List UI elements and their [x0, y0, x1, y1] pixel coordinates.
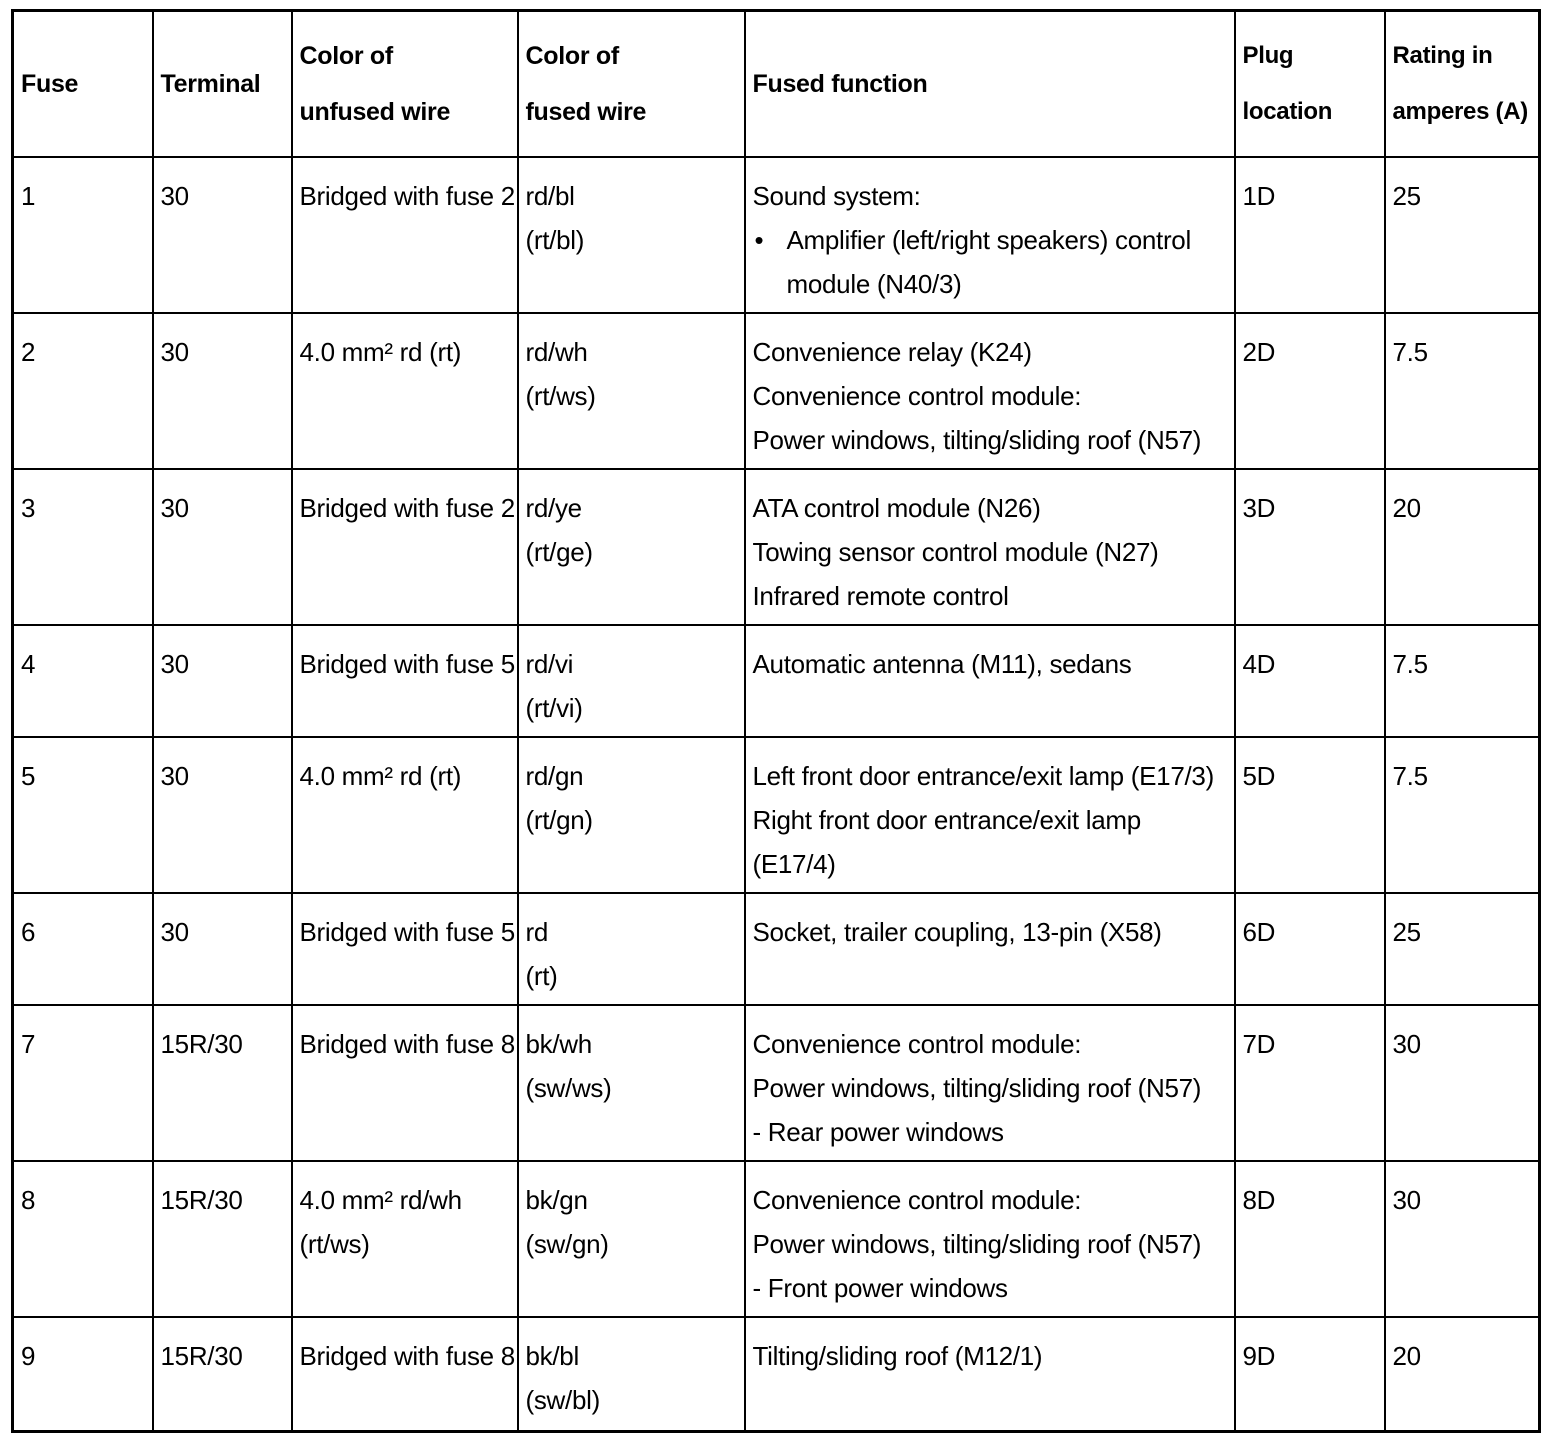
- table-row: [13, 1317, 1540, 1432]
- function-line: Power windows, tilting/sliding roof (N57): [752, 1072, 1202, 1103]
- fused-function-cell: [745, 313, 1235, 469]
- header-rating-line-2: amperes (A): [1392, 97, 1528, 125]
- table-row: [13, 1005, 1540, 1161]
- rating-cell: 20: [1385, 469, 1540, 625]
- header-fuse: Fuse: [13, 11, 153, 157]
- function-line: Towing sensor control module (N27): [752, 536, 1159, 567]
- fused-function-cell: [745, 469, 1235, 625]
- table-row: [13, 737, 1540, 893]
- plug-location-cell: 5D: [1235, 737, 1385, 893]
- fused-wire-cell: [518, 157, 745, 313]
- fused-wire-line: (rt/ws): [525, 380, 596, 411]
- plug-location-cell: 9D: [1235, 1317, 1385, 1432]
- fused-wire-line: (rt/bl): [525, 224, 585, 255]
- unfused-wire-cell: [292, 737, 518, 893]
- fused-wire-cell: [518, 625, 745, 737]
- bullet-icon: •: [754, 224, 764, 255]
- unfused-wire-line: Bridged with fuse 5: [299, 916, 515, 947]
- bullet-text: Amplifier (left/right speakers) control: [786, 224, 1191, 255]
- fused-wire-line: rd/vi: [525, 648, 574, 679]
- fused-wire-line: rd/bl: [525, 180, 575, 211]
- function-line: Tilting/sliding roof (M12/1): [752, 1340, 1043, 1371]
- function-line: Infrared remote control: [752, 580, 1009, 611]
- unfused-wire-line: 4.0 mm² rd/wh: [299, 1184, 462, 1215]
- fused-wire-line: (rt): [525, 960, 558, 991]
- fused-function-cell: [745, 1161, 1235, 1317]
- unfused-wire-line: Bridged with fuse 8: [299, 1340, 515, 1371]
- fused-wire-line: (sw/ws): [525, 1072, 612, 1103]
- fuse-table: [11, 9, 1541, 1433]
- fused-wire-line: (rt/ge): [525, 536, 593, 567]
- rating-cell: 7.5: [1385, 737, 1540, 893]
- fused-function-cell: [745, 893, 1235, 1005]
- fuse-number-cell: 2: [13, 313, 153, 469]
- rating-cell: 25: [1385, 157, 1540, 313]
- table-row: [13, 625, 1540, 737]
- header-row: [13, 11, 1540, 157]
- header-fused-function: Fused function: [745, 11, 1235, 157]
- rating-cell: 7.5: [1385, 625, 1540, 737]
- fused-wire-line: rd: [525, 916, 549, 947]
- fused-wire-line: rd/gn: [525, 760, 584, 791]
- fused-function-cell: [745, 1317, 1235, 1432]
- plug-location-cell: 1D: [1235, 157, 1385, 313]
- function-line: Power windows, tilting/sliding roof (N57): [752, 1228, 1202, 1259]
- plug-location-cell: 8D: [1235, 1161, 1385, 1317]
- terminal-cell: 30: [153, 313, 292, 469]
- terminal-cell: 15R/30: [153, 1317, 292, 1432]
- function-line: Convenience control module:: [752, 380, 1082, 411]
- function-line: Sound system:: [752, 180, 921, 211]
- terminal-cell: 15R/30: [153, 1161, 292, 1317]
- header-fused-wire: [518, 11, 745, 157]
- fused-wire-cell: [518, 893, 745, 1005]
- fuse-number-cell: 5: [13, 737, 153, 893]
- unfused-wire-cell: [292, 1005, 518, 1161]
- function-line: Convenience control module:: [752, 1184, 1082, 1215]
- fuse-number-cell: 3: [13, 469, 153, 625]
- plug-location-cell: 6D: [1235, 893, 1385, 1005]
- rating-cell: 20: [1385, 1317, 1540, 1432]
- unfused-wire-cell: [292, 1317, 518, 1432]
- function-line: - Front power windows: [752, 1272, 1008, 1303]
- table-row: [13, 313, 1540, 469]
- table-row: [13, 469, 1540, 625]
- plug-location-cell: 4D: [1235, 625, 1385, 737]
- fuse-number-cell: 9: [13, 1317, 153, 1432]
- terminal-cell: 30: [153, 469, 292, 625]
- unfused-wire-cell: [292, 893, 518, 1005]
- header-unfused-line-1: Color of: [299, 41, 393, 70]
- terminal-cell: 30: [153, 157, 292, 313]
- terminal-cell: 30: [153, 893, 292, 1005]
- fused-function-cell: [745, 737, 1235, 893]
- header-unfused-wire: [292, 11, 518, 157]
- fuse-number-cell: 7: [13, 1005, 153, 1161]
- rating-cell: 30: [1385, 1161, 1540, 1317]
- fused-wire-cell: [518, 1317, 745, 1432]
- plug-location-cell: 2D: [1235, 313, 1385, 469]
- fused-wire-cell: [518, 1161, 745, 1317]
- unfused-wire-line: 4.0 mm² rd (rt): [299, 336, 462, 367]
- fused-wire-line: bk/bl: [525, 1340, 579, 1371]
- fused-wire-line: (sw/gn): [525, 1228, 609, 1259]
- fused-function-cell: [745, 1005, 1235, 1161]
- unfused-wire-line: Bridged with fuse 5: [299, 648, 515, 679]
- fused-wire-cell: [518, 469, 745, 625]
- fused-function-cell: [745, 157, 1235, 313]
- header-terminal: Terminal: [153, 11, 292, 157]
- header-rating-line-1: Rating in: [1392, 41, 1493, 69]
- table-row: [13, 1161, 1540, 1317]
- function-line: ATA control module (N26): [752, 492, 1041, 523]
- fuse-rows: [13, 157, 1540, 1432]
- unfused-wire-line: (rt/ws): [299, 1228, 370, 1259]
- function-line: Power windows, tilting/sliding roof (N57): [752, 424, 1202, 455]
- function-line: Automatic antenna (M11), sedans: [752, 648, 1132, 679]
- unfused-wire-line: Bridged with fuse 8: [299, 1028, 515, 1059]
- function-line: Convenience control module:: [752, 1028, 1082, 1059]
- fused-wire-line: bk/wh: [525, 1028, 592, 1059]
- header-fused-line-1: Color of: [525, 41, 619, 70]
- fused-wire-line: (rt/vi): [525, 692, 583, 723]
- function-line: Right front door entrance/exit lamp: [752, 804, 1141, 835]
- fuse-number-cell: 1: [13, 157, 153, 313]
- fused-wire-line: (sw/bl): [525, 1384, 600, 1415]
- table-row: [13, 893, 1540, 1005]
- unfused-wire-line: Bridged with fuse 2: [299, 492, 515, 523]
- fused-wire-line: rd/ye: [525, 492, 582, 523]
- unfused-wire-line: 4.0 mm² rd (rt): [299, 760, 462, 791]
- unfused-wire-cell: [292, 469, 518, 625]
- fused-wire-cell: [518, 1005, 745, 1161]
- fused-wire-line: bk/gn: [525, 1184, 588, 1215]
- unfused-wire-cell: [292, 157, 518, 313]
- header-plug-location: Plug location: [1235, 11, 1385, 157]
- function-line: (E17/4): [752, 848, 836, 879]
- fuse-number-cell: 4: [13, 625, 153, 737]
- unfused-wire-cell: [292, 625, 518, 737]
- fused-wire-cell: [518, 737, 745, 893]
- fused-wire-line: rd/wh: [525, 336, 588, 367]
- plug-location-cell: 7D: [1235, 1005, 1385, 1161]
- fused-wire-cell: [518, 313, 745, 469]
- unfused-wire-cell: [292, 313, 518, 469]
- header-rating: [1385, 11, 1540, 157]
- rating-cell: 30: [1385, 1005, 1540, 1161]
- header-fused-line-2: fused wire: [525, 97, 647, 126]
- plug-location-cell: 3D: [1235, 469, 1385, 625]
- function-line: Left front door entrance/exit lamp (E17/3): [752, 760, 1214, 791]
- fused-function-cell: [745, 625, 1235, 737]
- fuse-number-cell: 8: [13, 1161, 153, 1317]
- terminal-cell: 30: [153, 737, 292, 893]
- fuse-number-cell: 6: [13, 893, 153, 1005]
- terminal-cell: 15R/30: [153, 1005, 292, 1161]
- header-unfused-line-2: unfused wire: [299, 97, 451, 126]
- function-line: Convenience relay (K24): [752, 336, 1032, 367]
- rating-cell: 7.5: [1385, 313, 1540, 469]
- rating-cell: 25: [1385, 893, 1540, 1005]
- bullet-item: [753, 218, 1228, 262]
- bullet-text-continuation: module (N40/3): [786, 268, 962, 299]
- function-line: - Rear power windows: [752, 1116, 1004, 1147]
- unfused-wire-line: Bridged with fuse 2: [299, 180, 515, 211]
- function-line: Socket, trailer coupling, 13-pin (X58): [752, 916, 1162, 947]
- fused-wire-line: (rt/gn): [525, 804, 593, 835]
- terminal-cell: 30: [153, 625, 292, 737]
- table-row: [13, 157, 1540, 313]
- unfused-wire-cell: [292, 1161, 518, 1317]
